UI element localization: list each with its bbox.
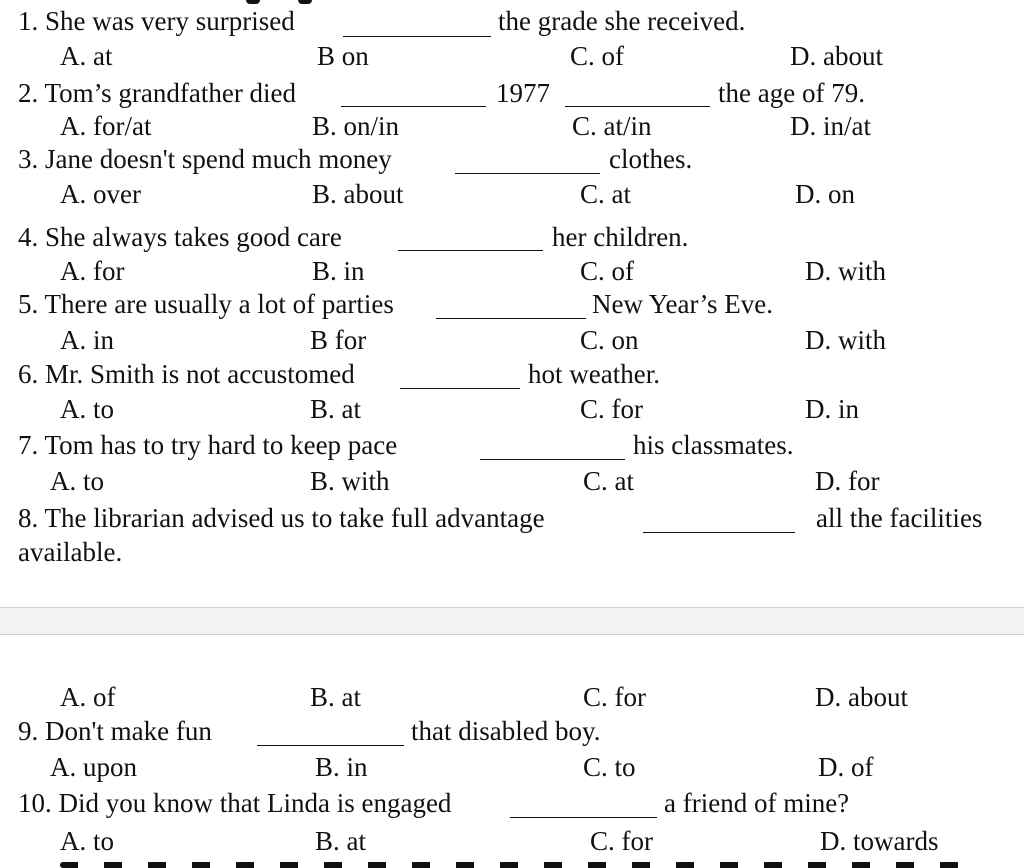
option-c[interactable]: C. of bbox=[570, 41, 624, 71]
option-c[interactable]: C. for bbox=[580, 394, 643, 424]
answer-blank[interactable] bbox=[480, 459, 625, 460]
option-b[interactable]: B. in bbox=[312, 256, 365, 286]
question-text: 4. She always takes good care bbox=[18, 222, 342, 252]
option-c[interactable]: C. at bbox=[583, 466, 634, 496]
option-a[interactable]: A. to bbox=[50, 466, 104, 496]
option-d[interactable]: D. of bbox=[818, 752, 874, 782]
answer-blank[interactable] bbox=[400, 388, 520, 389]
answer-blank[interactable] bbox=[565, 106, 710, 107]
answer-blank[interactable] bbox=[510, 817, 657, 818]
cropped-text-remnant-top bbox=[298, 0, 312, 4]
option-a[interactable]: A. of bbox=[60, 682, 116, 712]
option-b[interactable]: B. in bbox=[315, 752, 368, 782]
question-text-after: the grade she received. bbox=[498, 6, 746, 36]
option-a[interactable]: A. at bbox=[60, 41, 113, 71]
question-text-after: all the facilities bbox=[816, 503, 983, 533]
option-c[interactable]: C. of bbox=[580, 256, 634, 286]
option-b[interactable]: B on bbox=[317, 41, 369, 71]
question-text: 5. There are usually a lot of parties bbox=[18, 289, 394, 319]
answer-blank[interactable] bbox=[343, 36, 491, 37]
option-a[interactable]: A. upon bbox=[50, 752, 137, 782]
question-text: 1. She was very surprised bbox=[18, 6, 295, 36]
option-d[interactable]: D. with bbox=[805, 325, 886, 355]
option-a[interactable]: A. for/at bbox=[60, 111, 152, 141]
option-b[interactable]: B. on/in bbox=[312, 111, 400, 141]
answer-blank[interactable] bbox=[455, 173, 600, 174]
option-c[interactable]: C. for bbox=[583, 682, 646, 712]
option-b[interactable]: B. at bbox=[310, 682, 361, 712]
cropped-text-remnant-top bbox=[246, 0, 260, 4]
question-text-after: New Year’s Eve. bbox=[592, 289, 773, 319]
option-d[interactable]: D. about bbox=[815, 682, 908, 712]
question-text-middle: 1977 bbox=[496, 78, 550, 108]
cropped-text-remnant-bottom bbox=[60, 862, 960, 868]
option-d[interactable]: D. towards bbox=[820, 826, 939, 856]
option-c[interactable]: C. to bbox=[583, 752, 636, 782]
question-text: 3. Jane doesn't spend much money bbox=[18, 144, 392, 174]
question-text: 2. Tom’s grandfather died bbox=[18, 78, 297, 108]
answer-blank[interactable] bbox=[436, 318, 586, 319]
question-text-after: his classmates. bbox=[633, 430, 794, 460]
question-text-after: the age of 79. bbox=[718, 78, 865, 108]
question-text: 7. Tom has to try hard to keep pace bbox=[18, 430, 398, 460]
question-text: 6. Mr. Smith is not accustomed bbox=[18, 359, 355, 389]
question-text: 10. Did you know that Linda is engaged bbox=[18, 788, 452, 818]
option-d[interactable]: D. about bbox=[790, 41, 883, 71]
option-c[interactable]: C. for bbox=[590, 826, 653, 856]
option-a[interactable]: A. over bbox=[60, 179, 141, 209]
option-a[interactable]: A. to bbox=[60, 394, 114, 424]
option-b[interactable]: B. at bbox=[315, 826, 366, 856]
question-text: 9. Don't make fun bbox=[18, 716, 212, 746]
page-break-divider bbox=[0, 607, 1024, 635]
answer-blank[interactable] bbox=[398, 250, 543, 251]
question-text: 8. The librarian advised us to take full advantage bbox=[18, 503, 545, 533]
option-b[interactable]: B. with bbox=[310, 466, 390, 496]
option-b[interactable]: B. about bbox=[312, 179, 404, 209]
option-b[interactable]: B. at bbox=[310, 394, 361, 424]
option-c[interactable]: C. at bbox=[580, 179, 631, 209]
question-text-after: hot weather. bbox=[528, 359, 660, 389]
option-d[interactable]: D. for bbox=[815, 466, 880, 496]
option-d[interactable]: D. in/at bbox=[790, 111, 871, 141]
option-b[interactable]: B for bbox=[310, 325, 367, 355]
option-a[interactable]: A. in bbox=[60, 325, 114, 355]
question-text-after: clothes. bbox=[609, 144, 693, 174]
option-d[interactable]: D. in bbox=[805, 394, 859, 424]
option-a[interactable]: A. to bbox=[60, 826, 114, 856]
option-d[interactable]: D. with bbox=[805, 256, 886, 286]
question-text-after: that disabled boy. bbox=[411, 716, 601, 746]
option-d[interactable]: D. on bbox=[795, 179, 855, 209]
answer-blank[interactable] bbox=[643, 532, 795, 533]
answer-blank[interactable] bbox=[341, 106, 486, 107]
answer-blank[interactable] bbox=[257, 745, 404, 746]
question-text-after: a friend of mine? bbox=[664, 788, 850, 818]
option-c[interactable]: C. on bbox=[580, 325, 639, 355]
question-text-after: her children. bbox=[552, 222, 689, 252]
option-c[interactable]: C. at/in bbox=[572, 111, 652, 141]
question-text-continuation: available. bbox=[18, 537, 123, 567]
option-a[interactable]: A. for bbox=[60, 256, 125, 286]
